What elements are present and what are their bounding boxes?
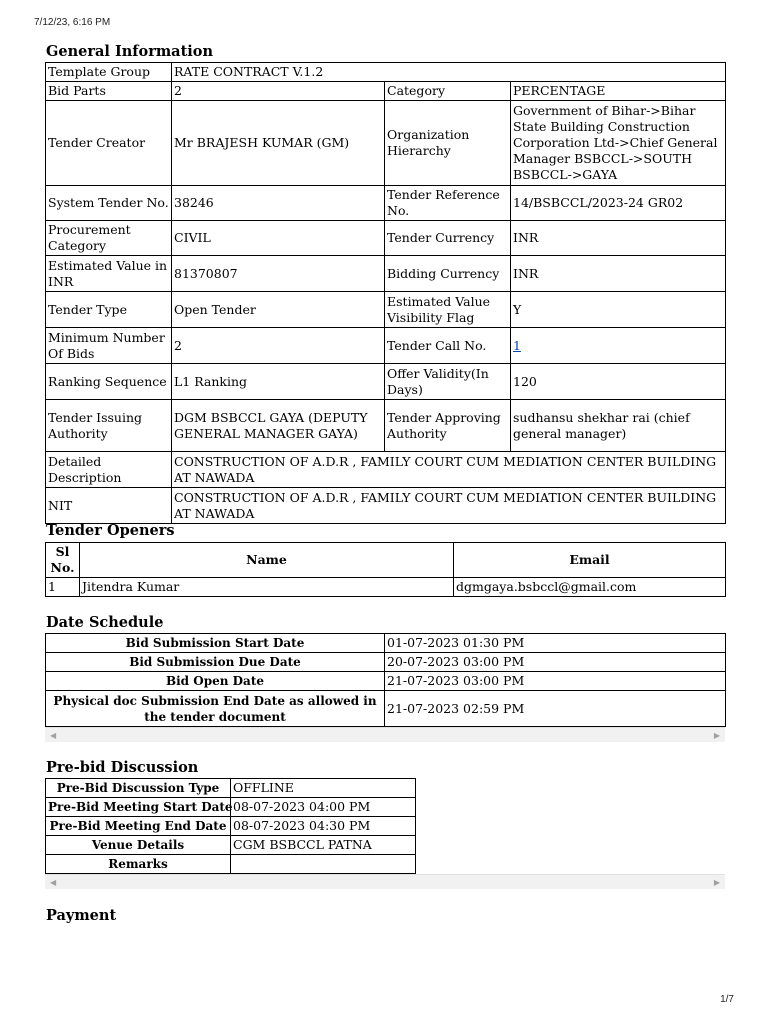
tender-creator-label: Tender Creator — [46, 101, 172, 186]
prebid-heading: Pre-bid Discussion — [46, 759, 199, 776]
table-row — [46, 634, 726, 653]
tender-type-label: Tender Type — [46, 292, 172, 328]
table-row — [46, 817, 416, 836]
prebid-label: Pre-Bid Meeting End Date — [46, 817, 231, 836]
approving-authority-label: Tender Approving Authority — [385, 400, 511, 452]
prebid-value — [231, 855, 416, 874]
prebid-value: 08-07-2023 04:30 PM — [231, 817, 416, 836]
schedule-label: Bid Open Date — [46, 672, 385, 691]
estimated-value-value: 81370807 — [172, 256, 385, 292]
schedule-value: 01-07-2023 01:30 PM — [385, 634, 726, 653]
tender-creator-value: Mr BRAJESH KUMAR (GM) — [172, 101, 385, 186]
procurement-category-value: CIVIL — [172, 221, 385, 256]
col-email-header: Email — [454, 543, 726, 578]
bid-parts-value: 2 — [172, 82, 385, 101]
scroll-left-icon[interactable]: ◀ — [50, 731, 57, 740]
offer-validity-value: 120 — [511, 364, 726, 400]
prebid-table — [45, 778, 416, 874]
prebid-value: CGM BSBCCL PATNA — [231, 836, 416, 855]
offer-validity-label: Offer Validity(In Days) — [385, 364, 511, 400]
table-row — [46, 798, 416, 817]
schedule-label: Bid Submission Due Date — [46, 653, 385, 672]
general-info-heading: General Information — [46, 43, 213, 60]
prebid-label: Pre-Bid Discussion Type — [46, 779, 231, 798]
table-row — [46, 691, 726, 727]
ranking-value: L1 Ranking — [172, 364, 385, 400]
tender-openers-heading: Tender Openers — [46, 522, 175, 539]
tender-ref-label: Tender Reference No. — [385, 186, 511, 221]
min-bids-label: Minimum Number Of Bids — [46, 328, 172, 364]
approving-authority-value: sudhansu shekhar rai (chief general manager) — [511, 400, 726, 452]
tender-openers-table — [45, 542, 726, 597]
table-row — [46, 578, 726, 597]
org-hierarchy-value: Government of Bihar->Bihar State Building Construction Corporation Ltd->Chief General Manager BSBCCL->SOUTH BSBCCL->GAYA — [511, 101, 726, 186]
page-number: 1/7 — [720, 994, 734, 1005]
bidding-currency-value: INR — [511, 256, 726, 292]
min-bids-value: 2 — [172, 328, 385, 364]
print-date: 7/12/23, 6:16 PM — [34, 17, 111, 28]
prebid-label: Venue Details — [46, 836, 231, 855]
prebid-value: OFFLINE — [231, 779, 416, 798]
col-name-header: Name — [80, 543, 454, 578]
opener-email: dgmgaya.bsbccl@gmail.com — [454, 578, 726, 597]
table-row — [46, 855, 416, 874]
date-schedule-heading: Date Schedule — [46, 614, 164, 631]
prebid-horizontal-scrollbar[interactable] — [45, 874, 725, 889]
category-label: Category — [385, 82, 511, 101]
payment-heading: Payment — [46, 907, 117, 924]
procurement-category-label: Procurement Category — [46, 221, 172, 256]
estimated-value-label: Estimated Value in INR — [46, 256, 172, 292]
table-row — [46, 779, 416, 798]
issuing-authority-label: Tender Issuing Authority — [46, 400, 172, 452]
bid-parts-label: Bid Parts — [46, 82, 172, 101]
nit-value: CONSTRUCTION OF A.D.R , FAMILY COURT CUM MEDIATION CENTER BUILDING AT NAWADA — [172, 488, 726, 524]
opener-name: Jitendra Kumar — [80, 578, 454, 597]
tender-currency-value: INR — [511, 221, 726, 256]
nit-label: NIT — [46, 488, 172, 524]
tender-ref-value: 14/BSBCCL/2023-24 GR02 — [511, 186, 726, 221]
table-row — [46, 836, 416, 855]
tender-call-no-cell — [511, 328, 726, 364]
template-group-label: Template Group — [46, 63, 172, 82]
date-schedule-table — [45, 633, 726, 727]
bidding-currency-label: Bidding Currency — [385, 256, 511, 292]
schedule-value: 21-07-2023 02:59 PM — [385, 691, 726, 727]
prebid-value: 08-07-2023 04:00 PM — [231, 798, 416, 817]
scroll-right-icon[interactable]: ▶ — [713, 878, 720, 887]
system-tender-no-value: 38246 — [172, 186, 385, 221]
scroll-right-icon[interactable]: ▶ — [713, 731, 720, 740]
scroll-left-icon[interactable]: ◀ — [50, 878, 57, 887]
general-info-table — [45, 62, 726, 524]
detailed-desc-value: CONSTRUCTION OF A.D.R , FAMILY COURT CUM MEDIATION CENTER BUILDING AT NAWADA — [172, 452, 726, 488]
schedule-horizontal-scrollbar[interactable] — [45, 727, 725, 742]
detailed-desc-label: Detailed Description — [46, 452, 172, 488]
org-hierarchy-label: Organization Hierarchy — [385, 101, 511, 186]
schedule-label: Bid Submission Start Date — [46, 634, 385, 653]
table-row — [46, 672, 726, 691]
visibility-flag-value: Y — [511, 292, 726, 328]
system-tender-no-label: System Tender No. — [46, 186, 172, 221]
category-value: PERCENTAGE — [511, 82, 726, 101]
schedule-label: Physical doc Submission End Date as allowed in the tender document — [46, 691, 385, 727]
schedule-value: 21-07-2023 03:00 PM — [385, 672, 726, 691]
issuing-authority-value: DGM BSBCCL GAYA (DEPUTY GENERAL MANAGER GAYA) — [172, 400, 385, 452]
prebid-label: Pre-Bid Meeting Start Date — [46, 798, 231, 817]
tender-type-value: Open Tender — [172, 292, 385, 328]
tender-call-no-link[interactable]: 1 — [513, 337, 521, 353]
col-sl-header: Sl No. — [46, 543, 80, 578]
tender-call-no-label: Tender Call No. — [385, 328, 511, 364]
prebid-label: Remarks — [46, 855, 231, 874]
visibility-flag-label: Estimated Value Visibility Flag — [385, 292, 511, 328]
template-group-value: RATE CONTRACT V.1.2 — [172, 63, 726, 82]
table-row — [46, 653, 726, 672]
schedule-value: 20-07-2023 03:00 PM — [385, 653, 726, 672]
opener-sl: 1 — [46, 578, 80, 597]
ranking-label: Ranking Sequence — [46, 364, 172, 400]
tender-currency-label: Tender Currency — [385, 221, 511, 256]
